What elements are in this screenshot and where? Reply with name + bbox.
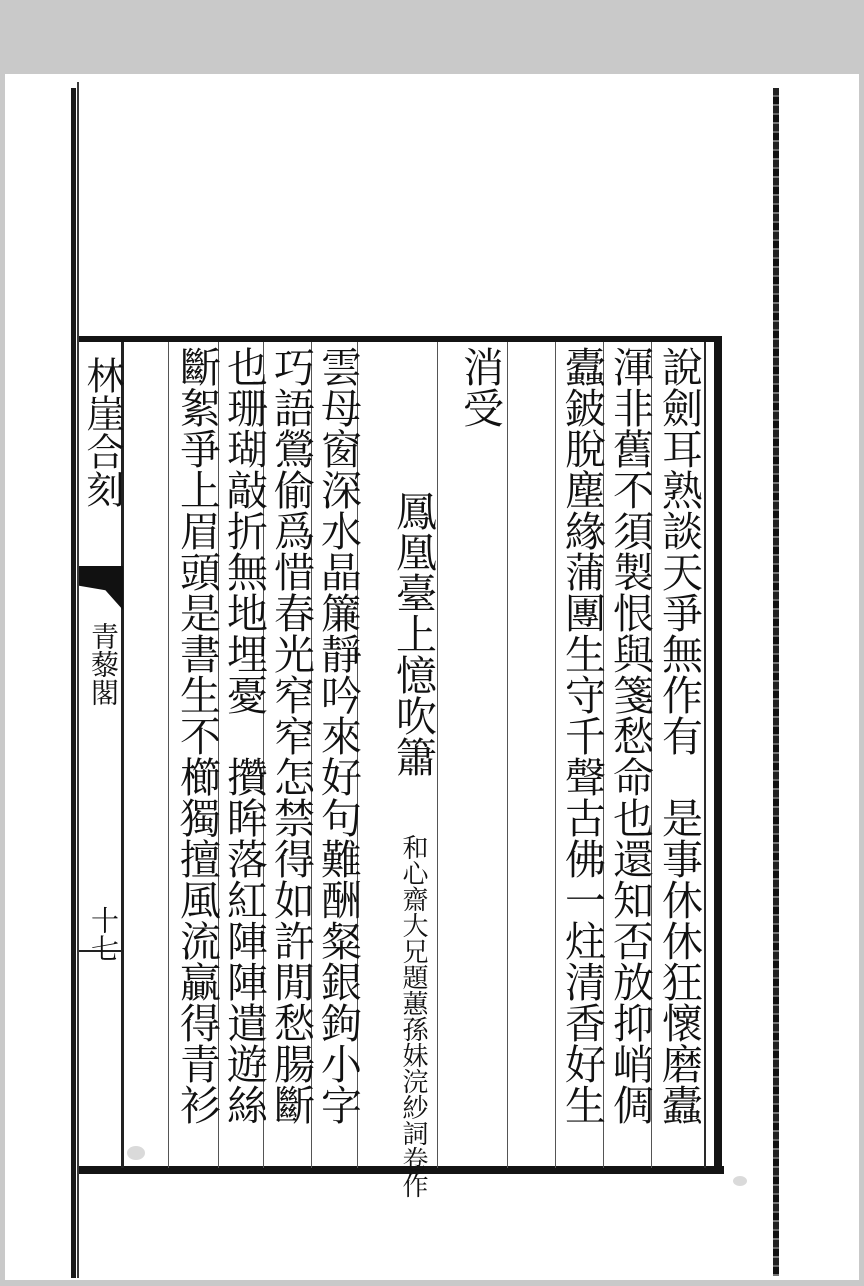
poem-title: 鳳凰臺上憶吹簫 bbox=[389, 490, 437, 777]
column-rule bbox=[437, 342, 438, 1168]
poem-subtitle: 和心齋大兄題蕙孫妹浣紗詞卷作 bbox=[398, 834, 428, 1198]
page-left-edge-inner bbox=[77, 82, 79, 1278]
ink-speck bbox=[127, 1146, 145, 1160]
scanned-page bbox=[5, 74, 859, 1280]
page-right-edge bbox=[773, 88, 779, 1276]
text-column-5: 雲母窗深水晶簾靜吟來好句難酬粲銀鉤小字 bbox=[314, 346, 362, 1125]
frame-right-inner-border bbox=[704, 342, 706, 1168]
ink-speck bbox=[733, 1176, 747, 1186]
banxin-book-title: 林崖合刻 bbox=[80, 356, 124, 508]
text-column-2: 渾非舊不須製恨與箋愁命也還知否放抑峭倜 bbox=[606, 346, 654, 1125]
frame-top-border bbox=[79, 336, 721, 342]
text-column-4: 消受 bbox=[456, 346, 504, 428]
column-rule bbox=[507, 342, 508, 1168]
text-column-8: 斷絮爭上眉頭是書生不櫛獨擅風流贏得青衫 bbox=[173, 346, 221, 1125]
text-column-1: 說劍耳熟談天爭無作有 是事休休狂懷磨蠹 bbox=[655, 346, 703, 1125]
text-column-3: 蠹鈹脫塵緣蒲團生守千聲古佛一炷清香好生 bbox=[558, 346, 606, 1125]
fish-tail-mark bbox=[79, 566, 123, 610]
text-column-7: 也珊瑚敲折無地埋憂 攢眸落紅陣陣遣遊絲 bbox=[220, 346, 268, 1125]
column-rule bbox=[168, 342, 169, 1168]
banxin-page-number: 十七 bbox=[87, 906, 120, 962]
column-rule bbox=[555, 342, 556, 1168]
text-column-6: 巧語鶯偷爲惜春光窄窄怎禁得如許閒愁腸斷 bbox=[267, 346, 315, 1125]
frame-right-border bbox=[714, 336, 722, 1174]
banxin-publisher: 青藜閣 bbox=[87, 622, 120, 706]
page-left-edge bbox=[71, 88, 76, 1278]
